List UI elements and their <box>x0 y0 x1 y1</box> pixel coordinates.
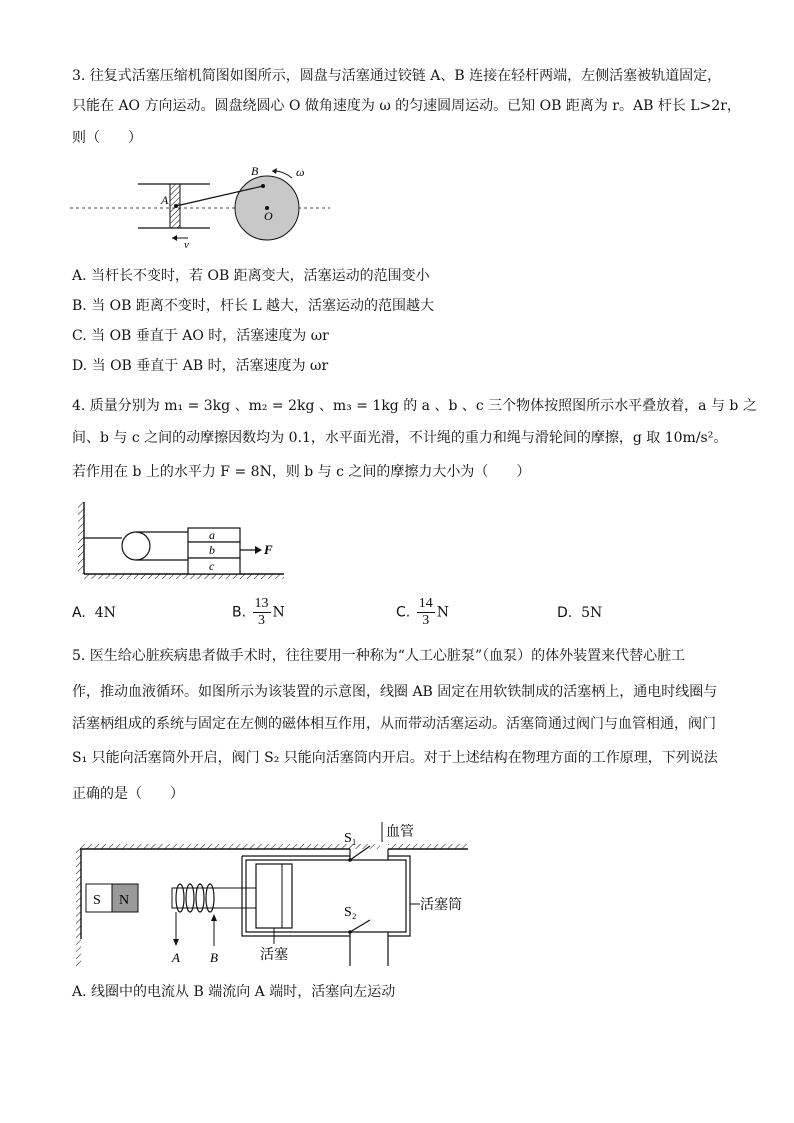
wall-hatch <box>78 502 84 574</box>
q3-line2: 只能在 AO 方向运动。圆盘绕圆心 O 做角速度为 ω 的匀速圆周运动。已知 OB 距离为 r。AB 杆长 L>2r， <box>72 98 741 114</box>
q5-figure <box>70 816 480 968</box>
q5-option-a[interactable]: A. 线圈中的电流从 B 端流向 A 端时，活塞向左运动 <box>72 984 396 1000</box>
label-v: v <box>184 239 189 250</box>
label-cylinder: 活塞筒 <box>420 897 462 913</box>
q5-line1: 5. 医生给心脏疾病患者做手术时，往往要用一种称为“人工心脏泵”（血泵）的体外装置来代替心脏工 <box>72 648 686 664</box>
q4-option-c-fraction: $\frac{14}{3}$ <box>418 596 433 628</box>
floor-hatch <box>84 574 284 579</box>
q4-option-a-label: A. <box>72 605 86 621</box>
q4-option-a[interactable] <box>72 603 116 623</box>
q4-line1: 4. 质量分别为 m₁ = 3kg 、m₂ = 2kg 、m₃ = 1kg 的 a 、b 、c 三个物体按照图所示水平叠放着，a 与 b 之 <box>72 398 757 414</box>
q4-option-b-fraction: $\frac{13}{3}$ <box>254 596 269 628</box>
q3-option-b[interactable]: B. 当 OB 距离不变时，杆长 L 越大，活塞运动的范围越大 <box>72 298 435 314</box>
label-S1: S₁ <box>344 831 357 846</box>
q3-option-a[interactable]: A. 当杆长不变时，若 OB 距离变大，活塞运动的范围变小 <box>72 268 430 284</box>
label-coil-A: A <box>172 950 180 965</box>
q5-line3: 活塞柄组成的系统与固定在左侧的磁体相互作用，从而带动活塞运动。活塞筒通过阀门与血管相通，阀门 <box>72 716 716 732</box>
q4-line2: 间、b 与 c 之间的动摩擦因数均为 0.1，水平面光滑，不计绳的重力和绳与滑轮间的摩擦，g 取 10m/s²。 <box>72 430 728 446</box>
q4-option-b-label: B. <box>232 604 247 621</box>
q4-option-c-label: C. <box>396 604 411 621</box>
q3-line1: 3. 往复式活塞压缩机简图如图所示，圆盘与活塞通过铰链 A、B 连接在轻杆两端，左侧活塞被轨道固定， <box>72 68 722 84</box>
q4-line3: 若作用在 b 上的水平力 F = 8N，则 b 与 c 之间的摩擦力大小为（ ） <box>72 464 531 480</box>
label-piston: 活塞 <box>260 947 288 963</box>
label-S: S <box>93 893 101 908</box>
label-omega: ω <box>296 165 305 179</box>
q3-figure <box>60 158 350 250</box>
q5-line2: 作，推动血液循环。如图所示为该装置的示意图，线圈 AB 固定在用软铁制成的活塞柄上，通电时线圈与 <box>72 684 718 700</box>
wall-hatch <box>76 849 81 968</box>
q4-option-c-unit: N <box>436 604 449 621</box>
q4-option-c[interactable] <box>396 596 449 629</box>
label-N: N <box>119 893 130 908</box>
pulley <box>122 532 150 560</box>
piston-block <box>256 864 292 928</box>
q3-line3: 则（ ） <box>72 130 142 146</box>
label-O: O <box>264 209 273 223</box>
label-vessel: 血管 <box>386 824 414 840</box>
label-S2: S₂ <box>344 905 357 920</box>
q4-option-b-unit: N <box>272 604 285 621</box>
label-F: F <box>264 542 273 557</box>
q4-figure <box>66 498 296 582</box>
valve-s2 <box>350 920 370 932</box>
q5-line5: 正确的是（ ） <box>72 786 184 802</box>
q3-option-d[interactable]: D. 当 OB 垂直于 AB 时，活塞速度为 ωr <box>72 358 329 374</box>
q4-option-d-value: 5N <box>581 605 603 621</box>
q4-option-d[interactable] <box>557 603 602 623</box>
label-A: A <box>161 193 169 207</box>
label-coil-B: B <box>210 950 218 965</box>
q4-option-d-label: D. <box>557 605 573 621</box>
q3-option-c[interactable]: C. 当 OB 垂直于 AO 时，活塞速度为 ωr <box>72 328 329 344</box>
label-c: c <box>209 559 215 573</box>
q5-line4: S₁ 只能向活塞筒外开启，阀门 S₂ 只能向活塞筒内开启。对于上述结构在物理方面的工作原理，下列说法 <box>72 750 718 766</box>
ceiling-hatch <box>80 844 380 849</box>
q4-option-a-value: 4N <box>94 605 116 621</box>
label-B: B <box>251 164 259 178</box>
q4-option-b[interactable] <box>232 596 285 629</box>
label-a: a <box>209 528 215 542</box>
label-b: b <box>209 543 215 557</box>
